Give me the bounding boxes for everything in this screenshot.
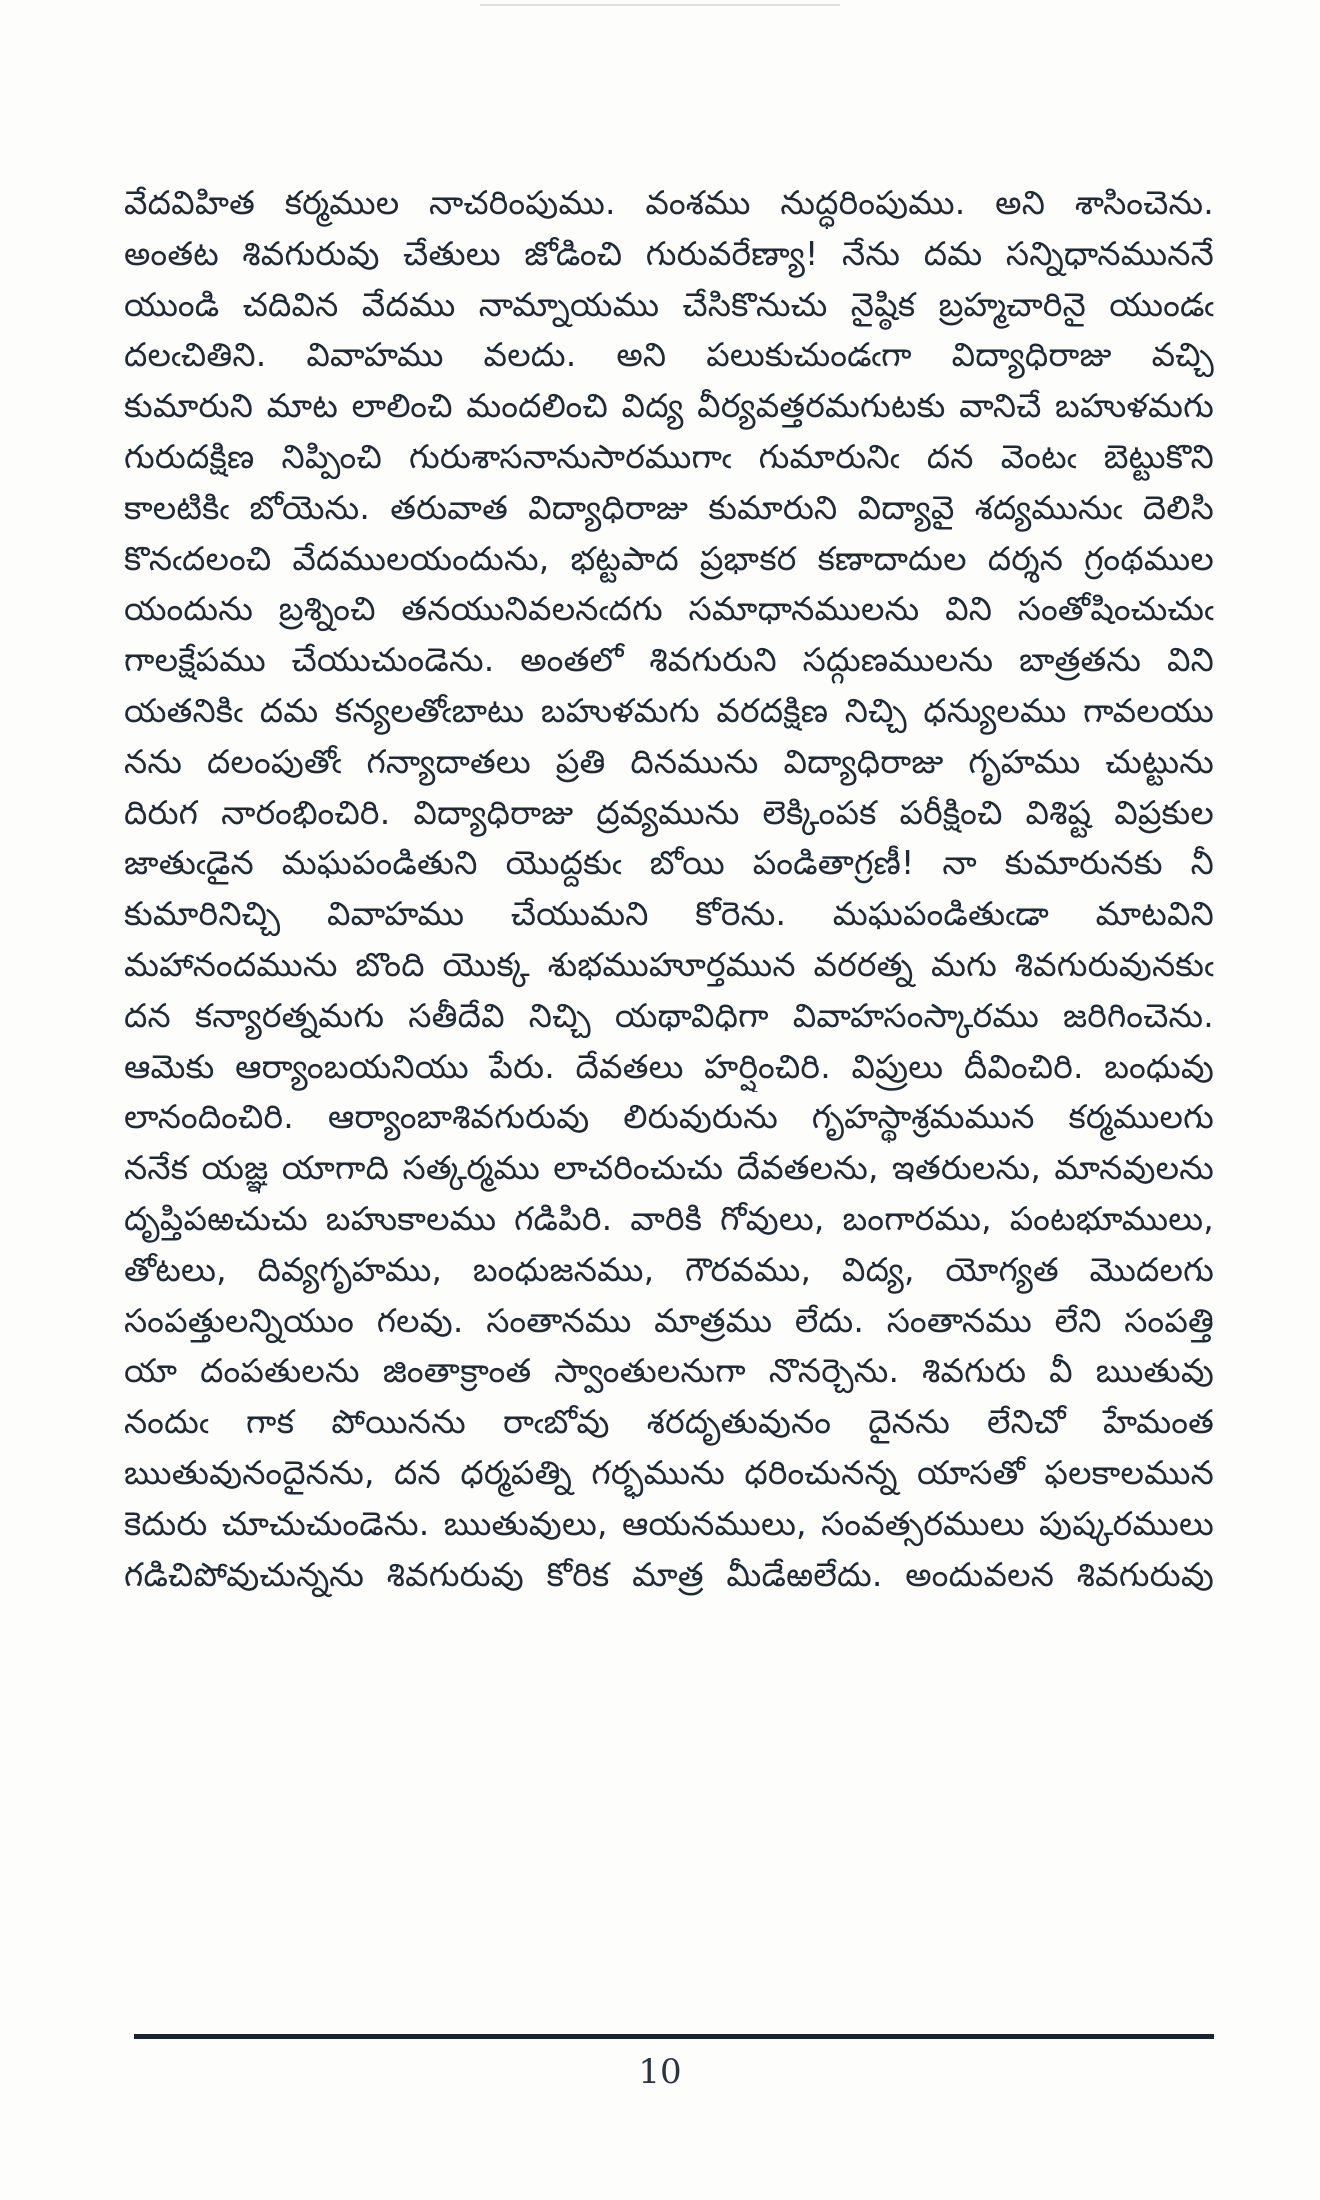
text-line-21: దృప్తిపఱచుచు బహుకాలము గడిపిరి. వారికి గోవులు, బంగారము, పంటభూములు, [124, 1198, 1214, 1238]
text-line-22: తోటలు, దివ్యగృహము, బంధుజనము, గౌరవము, విద్య, యోగ్యత మొదలగు [124, 1249, 1214, 1289]
text-line-16: మహానందమును బొంది యొక్క శుభముహూర్తమున వరరత్న మగు శివగురువునకుఁ [124, 944, 1214, 984]
text-line-3: యుండి చదివిన వేదము నామ్నాయము చేసికొనుచు నైష్ఠిక బ్రహ్మచారినై యుండఁ [124, 284, 1214, 324]
text-line-7: కాలటికిఁ బోయెను. తరువాత విద్యాధిరాజు కుమారుని విద్యావై శద్యమునుఁ దెలిసి [124, 487, 1214, 527]
text-line-10: గాలక్షేపము చేయుచుండెను. అంతలో శివగురుని సద్గుణములను బాత్రతను విని [124, 640, 1214, 680]
text-line-13: దిరుగ నారంభించిరి. విద్యాధిరాజు ద్రవ్యమును లెక్కింపక పరీక్షించి విశిష్ట విప్రకుల [124, 792, 1214, 832]
top-edge-line [480, 4, 840, 6]
text-line-15: కుమారినిచ్చి వివాహము చేయుమని కోరెను. మఘపండితుఁడా మాటవిని [124, 894, 1214, 934]
text-line-12: నను దలంపుతోఁ గన్యాదాతలు ప్రతి దినమును విద్యాధిరాజు గృహము చుట్టును [124, 741, 1214, 781]
text-line-19: లానందించిరి. ఆర్యాంబాశివగురువు లిరువురును గృహస్థాశ్రమమున కర్మములగు [124, 1097, 1214, 1137]
text-line-11: యతనికిఁ దమ కన్యలతోఁబాటు బహుళమగు వరదక్షిణ నిచ్చి ధన్యులము గావలయు [124, 690, 1214, 730]
text-line-6: గురుదక్షిణ నిప్పించి గురుశాసనానుసారముగాఁ గుమారునిఁ దన వెంటఁ బెట్టుకొని [124, 436, 1214, 476]
text-line-5: కుమారుని మాట లాలించి మందలించి విద్య వీర్యవత్తరమగుటకు వానిచే బహుళమగు [124, 386, 1214, 426]
text-line-23: సంపత్తులన్నియుం గలవు. సంతానము మాత్రము లేదు. సంతానము లేని సంపత్తి [124, 1300, 1214, 1340]
text-line-27: కెదురు చూచుచుండెను. ఋతువులు, ఆయనములు, సంవత్సరములు పుష్కరములు [124, 1503, 1214, 1543]
text-line-1: వేదవిహిత కర్మముల నాచరింపుము. వంశము నుద్ధరింపుము. అని శాసించెను. [124, 183, 1214, 222]
text-line-24: యా దంపతులను జింతాక్రాంత స్వాంతులనుగా నొనర్చెను. శివగురు వీ ఋతువు [124, 1351, 1214, 1391]
text-line-25: నందుఁ గాక పోయినను రాఁబోవు శరదృతువునం దైనను లేనిచో హేమంత [124, 1402, 1214, 1442]
text-line-17: దన కన్యారత్నమగు సతీదేవి నిచ్చి యథావిధిగా వివాహసంస్కారము జరిగించెను. [124, 995, 1214, 1035]
text-line-26: ఋతువునందైనను, దన ధర్మపత్ని గర్భమును ధరించునన్న యాసతో ఫలకాలమున [124, 1452, 1214, 1492]
text-line-20: ననేక యజ్ఞ యాగాది సత్కర్మము లాచరించుచు దేవతలను, ఇతరులను, మానవులను [124, 1148, 1214, 1188]
text-line-8: కొనఁదలంచి వేదములయందును, భట్టపాద ప్రభాకర కణాదాదుల దర్శన గ్రంథముల [124, 538, 1214, 578]
text-line-14: జాతుఁడైన మఘపండితుని యొద్దకుఁ బోయి పండితాగ్రణీ! నా కుమారునకు నీ [124, 843, 1214, 883]
text-line-28: గడిచిపోవుచున్నను శివగురువు కోరిక మాత్ర మీడేఱలేదు. అందువలన శివగురువు [124, 1554, 1214, 1594]
text-line-2: అంతట శివగురువు చేతులు జోడించి గురువరేణ్యా! నేను దమ సన్నిధానముననే [124, 233, 1214, 273]
text-line-18: ఆమెకు ఆర్యాంబయనియు పేరు. దేవతలు హర్షించిరి. విప్రులు దీవించిరి. బంధువు [124, 1046, 1214, 1086]
page-number: 10 [638, 2052, 682, 2092]
footer-rule [134, 2034, 1214, 2039]
text-line-4: దలఁచితిని. వివాహము వలదు. అని పలుకుచుండఁగా విద్యాధిరాజు వచ్చి [124, 335, 1214, 375]
text-line-9: యందును బ్రశ్నించి తనయునివలనఁదగు సమాధానములను విని సంతోషించుచుఁ [124, 589, 1214, 629]
page-body [124, 178, 1214, 1600]
